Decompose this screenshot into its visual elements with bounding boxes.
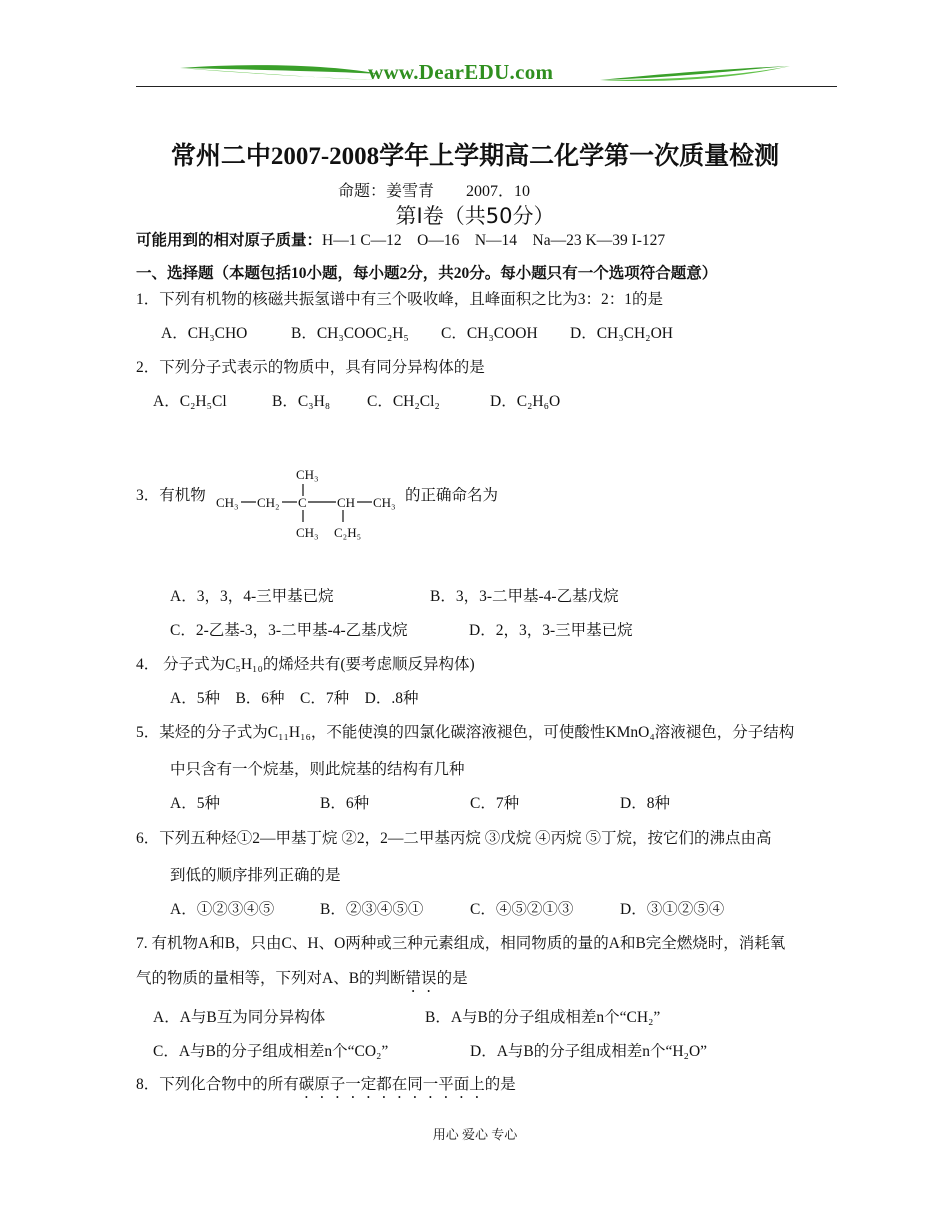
q6-option-c[interactable]: C．④⑤②①③ bbox=[470, 901, 574, 918]
q3-struct-bottom-2: C₂H₅ bbox=[334, 525, 362, 540]
atomic-mass-label: 可能用到的相对原子质量： bbox=[136, 232, 323, 249]
page-title: 常州二中2007-2008学年上学期高二化学第一次质量检测 bbox=[170, 143, 780, 170]
q5-option-b[interactable]: B．6种 bbox=[320, 795, 370, 812]
page-footer: 用心 爱心 专心 bbox=[432, 1127, 518, 1142]
header-rule bbox=[136, 86, 837, 87]
q3-struct-c2: CH₂ bbox=[257, 495, 280, 510]
q6-option-b[interactable]: B．②③④⑤① bbox=[320, 901, 424, 918]
q4-options[interactable]: A．5种 B．6种 C．7种 D．.8种 bbox=[170, 690, 419, 707]
q2-option-b[interactable]: B．C₃H₈ bbox=[272, 393, 331, 410]
q5-option-d[interactable]: D．8种 bbox=[620, 795, 670, 812]
q2-option-a[interactable]: A．C₂H₅Cl bbox=[153, 393, 227, 410]
q5-option-a[interactable]: A．5种 bbox=[170, 795, 220, 812]
section-heading: 一、选择题（本题包括10小题，每小题2分，共20分。每小题只有一个选项符合题意） bbox=[136, 265, 718, 282]
q3-option-a[interactable]: A．3，3，4-三甲基已烷 bbox=[170, 588, 334, 605]
q7-emphasis-text: 错误 bbox=[405, 970, 437, 987]
q5-stem: 5．某烃的分子式为C₁₁H₁₆，不能使溴的四氯化碳溶液褪色，可使酸性KMnO₄溶液褪色，分子结构 bbox=[136, 724, 795, 741]
q1-option-d[interactable]: D．CH₃CH₂OH bbox=[570, 325, 673, 342]
q3-option-d[interactable]: D．2，3，3-三甲基已烷 bbox=[469, 622, 633, 639]
q7-stem: 7. 有机物A和B，只由C、H、O两种或三种元素组成，相同物质的量的A和B完全燃烧时，消耗氧 bbox=[136, 935, 786, 952]
q7-stem-cont-post: 的是 bbox=[436, 970, 468, 987]
q7-option-c[interactable]: C．A与B的分子组成相差n个“CO₂” bbox=[153, 1043, 389, 1060]
q3-struct-c1: CH₃ bbox=[216, 495, 239, 510]
q6-stem-continued: 到低的顺序排列正确的是 bbox=[170, 867, 341, 884]
site-banner-text[interactable]: www.DearEDU.com bbox=[368, 60, 554, 84]
q2-option-c[interactable]: C．CH₂Cl₂ bbox=[367, 393, 440, 410]
q7-option-d[interactable]: D．A与B的分子组成相差n个“H₂O” bbox=[470, 1043, 708, 1060]
q1-option-a[interactable]: A．CH₃CHO bbox=[161, 325, 248, 342]
q6-stem: 6．下列五种烃①2—甲基丁烷 ②2，2—二甲基丙烷 ③戊烷 ④丙烷 ⑤丁烷，按它们的沸点由高 bbox=[136, 830, 772, 847]
q7-option-a[interactable]: A．A与B互为同分异构体 bbox=[153, 1009, 326, 1026]
q3-struct-bottom-1: CH₃ bbox=[296, 525, 319, 540]
q3-stem-prefix: 3．有机物 bbox=[136, 487, 206, 504]
q8-stem bbox=[136, 1072, 516, 1102]
q5-stem-continued: 中只含有一个烷基，则此烷基的结构有几种 bbox=[170, 761, 465, 778]
q8-emphasis-text: 碳原子一定都在同一平面上 bbox=[298, 1076, 485, 1093]
q6-option-a[interactable]: A．①②③④⑤ bbox=[170, 901, 275, 918]
q3-struct-c5: CH₃ bbox=[373, 495, 396, 510]
q8-stem-post: 的是 bbox=[484, 1076, 516, 1093]
atomic-mass-line bbox=[136, 228, 665, 250]
q2-stem: 2．下列分子式表示的物质中，具有同分异构体的是 bbox=[136, 359, 485, 376]
q5-option-c[interactable]: C．7种 bbox=[470, 795, 520, 812]
part-title: 第Ⅰ卷（共50分） bbox=[395, 204, 555, 228]
q7-stem-continued bbox=[136, 966, 468, 996]
q1-option-b[interactable]: B．CH₃COOC₂H₅ bbox=[291, 325, 409, 342]
q3-struct-top: CH₃ bbox=[296, 467, 319, 482]
q8-stem-pre: 8．下列化合物中的所有 bbox=[136, 1076, 299, 1093]
q2-option-d[interactable]: D．C₂H₆O bbox=[490, 393, 561, 410]
q7-option-b[interactable]: B．A与B的分子组成相差n个“CH₂” bbox=[425, 1009, 661, 1026]
q3-option-b[interactable]: B．3，3-二甲基-4-乙基戊烷 bbox=[430, 588, 619, 605]
q3-structural-formula bbox=[212, 462, 402, 546]
q1-option-c[interactable]: C．CH₃COOH bbox=[441, 325, 538, 342]
q1-stem: 1．下列有机物的核磁共振氢谱中有三个吸收峰，且峰面积之比为3：2：1的是 bbox=[136, 291, 664, 308]
q4-stem: 4． 分子式为C₅H₁₀的烯烃共有(要考虑顺反异构体) bbox=[136, 656, 475, 673]
q3-stem-suffix: 的正确命名为 bbox=[405, 487, 499, 504]
q6-option-d[interactable]: D．③①②⑤④ bbox=[620, 901, 725, 918]
q3-option-c[interactable]: C．2-乙基-3，3-二甲基-4-乙基戊烷 bbox=[170, 622, 408, 639]
atomic-mass-values: H—1 C—12 O—16 N—14 Na—23 K—39 I-127 bbox=[322, 232, 666, 249]
q3-struct-c3: C bbox=[298, 495, 307, 510]
author-line: 命题：姜雪青 2007．10 bbox=[338, 183, 531, 200]
q7-stem-cont-pre: 气的物质的量相等，下列对A、B的判断 bbox=[136, 970, 406, 987]
q3-struct-c4: CH bbox=[337, 495, 356, 510]
